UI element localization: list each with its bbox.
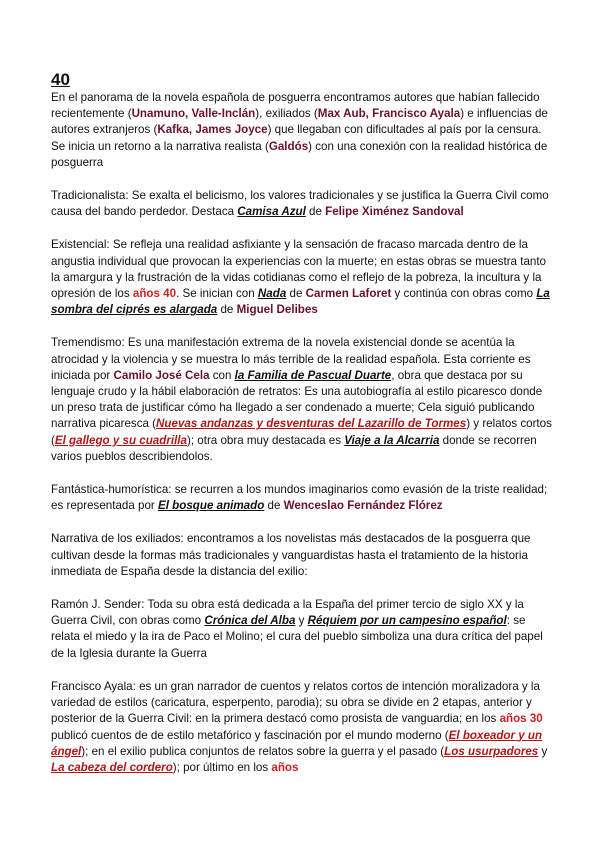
bold-term: conjuntos bbox=[189, 744, 240, 758]
bold-term: más destacados bbox=[339, 532, 425, 546]
text-run: de la bbox=[283, 336, 316, 350]
text-run: se recurren a los bbox=[171, 483, 265, 497]
bold-term: vidas cotidianas bbox=[223, 270, 306, 284]
bold-term: retorno bbox=[114, 139, 151, 153]
text-run: marcada dentro de la bbox=[415, 238, 528, 252]
text-run: de bbox=[239, 385, 259, 399]
text-run: Es una bbox=[124, 336, 168, 350]
text-run: la Guerra Civil como causa del bbox=[51, 189, 549, 219]
work-title: Viaje a la Alcarria bbox=[344, 433, 440, 447]
bold-term: narrativa realista bbox=[176, 139, 262, 153]
text-run: donde se acentúa la bbox=[406, 336, 515, 350]
bold-term: retratos bbox=[258, 385, 298, 399]
paragraph-ramon-j-sender bbox=[51, 597, 553, 662]
text-run: y la bbox=[112, 270, 138, 284]
text-run: publica bbox=[146, 744, 190, 758]
paragraph-tremendismo bbox=[51, 335, 553, 465]
text-run: , obra que destaca por su bbox=[391, 368, 523, 382]
text-run: ); por último en los bbox=[172, 760, 272, 774]
bold-term: opresión bbox=[51, 287, 96, 301]
bold-term: valores tradicionales bbox=[268, 189, 375, 203]
bold-term: variedad de estilos bbox=[51, 696, 148, 710]
bold-term: mundo moderno bbox=[357, 728, 442, 742]
text-run: ); su obra se divide en bbox=[315, 696, 433, 710]
text-run: donde se recorren varios bbox=[51, 433, 537, 463]
text-run: de relatos sobre la bbox=[239, 744, 342, 758]
work-title: Camisa Azul bbox=[237, 205, 306, 219]
bold-term: miedo bbox=[95, 630, 128, 644]
text-run: y la bbox=[127, 630, 152, 644]
text-run: donde un bbox=[51, 385, 543, 415]
bold-term: bando perdedor bbox=[103, 205, 186, 219]
bold-term: relatos cortos bbox=[482, 417, 552, 431]
author-name: Galdós bbox=[268, 139, 309, 153]
bold-term: Iglesia bbox=[79, 646, 113, 660]
bold-term: realidad española bbox=[345, 352, 438, 366]
bold-term: conexión bbox=[359, 139, 407, 153]
text-run: y la bbox=[520, 270, 542, 284]
paragraph-fantastica-humoristica bbox=[51, 482, 553, 514]
bold-term: justifica bbox=[401, 189, 441, 203]
bold-term: angustia individual bbox=[51, 254, 147, 268]
text-run: de la bbox=[191, 270, 224, 284]
bold-term: caricatura, esperpento, parodia bbox=[154, 696, 316, 710]
bold-term: dificultades bbox=[366, 123, 425, 137]
bold-term: violencia bbox=[123, 352, 169, 366]
bold-term: Guerra Civil bbox=[127, 712, 189, 726]
text-run: que provocan la bbox=[146, 254, 236, 268]
work-title: Nuevas andanzas y desventuras del Lazarillo de Tormes bbox=[156, 417, 467, 431]
author-name: Kafka, James Joyce bbox=[157, 123, 268, 137]
author-name: Felipe Ximénez Sandoval bbox=[325, 205, 464, 219]
bold-term: evasión bbox=[402, 483, 443, 497]
text-run: Toda su obra está dedicada a la bbox=[144, 598, 316, 612]
text-run: ( bbox=[261, 139, 269, 153]
text-run: de posguerra bbox=[51, 139, 548, 169]
bold-term: realidad histórica bbox=[443, 139, 532, 153]
text-run: de bbox=[264, 499, 284, 513]
text-run: : en la primera destacó como bbox=[188, 712, 342, 726]
text-run: ( bbox=[310, 107, 318, 121]
text-run: ; es representada por bbox=[51, 483, 548, 513]
paragraph-francisco-ayala bbox=[51, 679, 553, 776]
text-run: ) e influencias de autores bbox=[51, 107, 548, 137]
text-run: ( bbox=[147, 696, 155, 710]
text-run: ), bbox=[255, 107, 266, 121]
bold-term: guerra y el pasado bbox=[341, 744, 438, 758]
text-run: Se exalta el bbox=[128, 189, 196, 203]
text-run: y la bbox=[127, 385, 152, 399]
bold-term: historia inmediata de España bbox=[51, 548, 528, 578]
bold-term: ira bbox=[151, 630, 165, 644]
bold-term: justificar bbox=[141, 401, 185, 415]
bold-term: cura bbox=[278, 630, 302, 644]
bold-term: Francisco Ayala: bbox=[51, 679, 136, 693]
author-name: Carmen Laforet bbox=[305, 287, 392, 301]
bold-term: autobiografía bbox=[343, 385, 412, 399]
text-run: y la sensación de bbox=[281, 238, 378, 252]
bold-term: Narrativa de los exiliados: bbox=[51, 532, 184, 546]
text-run: a la bbox=[150, 139, 177, 153]
bold-term: Ramón J. Sender: bbox=[51, 598, 145, 612]
bold-term: lo más terrible bbox=[241, 352, 314, 366]
text-run: al estilo bbox=[411, 385, 458, 399]
paragraph-tradicionalista bbox=[51, 188, 553, 220]
bold-term: estilo metafórico bbox=[167, 728, 252, 742]
text-run: de la posguerra que cultivan desde la bbox=[51, 532, 531, 562]
text-run: . Se inicia un bbox=[51, 123, 542, 153]
bold-term: atrocidad bbox=[51, 352, 99, 366]
bold-term: exilio bbox=[119, 744, 147, 758]
text-run: desde la bbox=[159, 564, 211, 578]
text-run: y se bbox=[374, 189, 402, 203]
text-run: ; el bbox=[259, 630, 279, 644]
bold-term: Tradicionalista: bbox=[51, 189, 129, 203]
text-run: y bbox=[295, 614, 308, 628]
bold-term: cuentos y relatos cortos bbox=[260, 679, 383, 693]
bold-term: censura bbox=[497, 123, 539, 137]
text-run: del pueblo simboliza una bbox=[301, 630, 436, 644]
bold-term: experiencias bbox=[235, 254, 301, 268]
work-title: la Familia de Pascual Duarte bbox=[234, 368, 392, 382]
text-run: con la bbox=[406, 139, 444, 153]
text-run: y fascinación por el bbox=[251, 728, 358, 742]
text-run: y la bbox=[518, 679, 540, 693]
bold-term: hábil elaboración bbox=[151, 385, 240, 399]
text-run: , los bbox=[243, 189, 269, 203]
text-run: ( bbox=[437, 744, 445, 758]
text-run: ) que llegaban con bbox=[267, 123, 367, 137]
text-run: de la bbox=[442, 483, 475, 497]
page-number: 40 bbox=[51, 70, 70, 89]
bold-term: Paco el Molino bbox=[183, 630, 260, 644]
text-run: ( bbox=[441, 728, 449, 742]
work-title: La sombra del ciprés es alargada bbox=[51, 287, 550, 317]
document-page bbox=[51, 70, 553, 793]
bold-term: belicismo bbox=[195, 189, 244, 203]
bold-term: formas más tradicionales y vanguardistas bbox=[140, 548, 354, 562]
bold-term: Existencial: bbox=[51, 238, 110, 252]
text-run: de bbox=[217, 303, 237, 317]
bold-term: lenguaje crudo bbox=[51, 385, 128, 399]
bold-term: exiliados bbox=[265, 107, 311, 121]
work-title: El gallego y su cuadrilla bbox=[54, 433, 187, 447]
text-run: ) y bbox=[466, 417, 483, 431]
text-run: ); otra obra muy destacada es bbox=[186, 433, 345, 447]
text-run: . Destaca bbox=[185, 205, 238, 219]
bold-term: incultura bbox=[476, 270, 521, 284]
decade-highlight: años 40 bbox=[132, 287, 177, 301]
bold-term: mundos imaginarios bbox=[264, 483, 369, 497]
paragraph-narrativa-exiliados bbox=[51, 531, 553, 580]
text-run: durante la bbox=[112, 646, 171, 660]
text-run: al país por la bbox=[424, 123, 498, 137]
bold-term: primer tercio de siglo XX bbox=[376, 598, 503, 612]
text-run: ; en estas obras se muestra tanto la bbox=[51, 254, 547, 284]
author-name: Max Aub, Francisco Ayala bbox=[317, 107, 461, 121]
work-title: Crónica del Alba bbox=[204, 614, 296, 628]
text-run: de bbox=[382, 679, 403, 693]
text-run: como el reflejo de la bbox=[305, 270, 416, 284]
bold-term: pobreza bbox=[415, 270, 458, 284]
bold-term: España bbox=[315, 598, 355, 612]
bold-term: Guerra bbox=[170, 646, 207, 660]
author-name: Wenceslao Fernández Flórez bbox=[283, 499, 443, 513]
decade-highlight: años 30 bbox=[499, 712, 543, 726]
bold-term: pueblos describiendolos. bbox=[85, 449, 213, 463]
bold-term: novela existencial bbox=[315, 336, 407, 350]
text-run: encontramos a los novelistas bbox=[183, 532, 340, 546]
bold-term: picaresco bbox=[457, 385, 507, 399]
bold-term: realidad asfixiante bbox=[187, 238, 282, 252]
bold-term: manifestación extrema bbox=[167, 336, 284, 350]
bold-term: preso bbox=[67, 401, 97, 415]
work-title: Los usurpadores bbox=[444, 744, 539, 758]
bold-term: fracaso bbox=[377, 238, 416, 252]
text-run: ( bbox=[150, 123, 158, 137]
bold-term: triste realidad bbox=[474, 483, 545, 497]
work-title: El bosque animado bbox=[158, 499, 265, 513]
text-run: es un gran narrador de bbox=[135, 679, 261, 693]
text-run: del papel de la bbox=[51, 630, 543, 660]
bold-term: extranjeros bbox=[92, 123, 151, 137]
text-run: ); en el bbox=[81, 744, 120, 758]
text-run: : se relata el bbox=[51, 614, 526, 644]
author-name: Camilo José Cela bbox=[113, 368, 210, 382]
text-run: : bbox=[304, 564, 308, 578]
bold-term: intención moralizadora bbox=[402, 679, 519, 693]
text-run: y la bbox=[502, 598, 524, 612]
work-title: La cabeza del cordero bbox=[51, 760, 173, 774]
work-title: Nada bbox=[257, 287, 287, 301]
bold-term: distancia del exilio bbox=[210, 564, 305, 578]
bold-term: 2 etapas bbox=[432, 696, 478, 710]
text-run: con bbox=[209, 368, 235, 382]
text-run: y se muestra bbox=[168, 352, 242, 366]
text-run: , la bbox=[457, 270, 477, 284]
text-run: ) con una bbox=[308, 139, 360, 153]
bold-term: Fantástica-humorística: bbox=[51, 483, 172, 497]
text-run: recientemente ( bbox=[51, 107, 132, 121]
text-run: hasta el tratamiento de la bbox=[353, 548, 491, 562]
bold-term: frustración bbox=[137, 270, 192, 284]
text-run: de bbox=[164, 630, 184, 644]
text-run: y la bbox=[98, 352, 124, 366]
paragraph-intro bbox=[51, 90, 553, 171]
text-run: trata de bbox=[96, 401, 142, 415]
text-run: : Es una bbox=[297, 385, 344, 399]
text-run: En el panorama de la novela española de posguerra encontramos autores que habían bbox=[51, 91, 498, 104]
text-run: de bbox=[286, 287, 306, 301]
bold-term: Tremendismo: bbox=[51, 336, 125, 350]
text-run: con la bbox=[300, 254, 338, 268]
text-run: publicó cuentos de de bbox=[51, 728, 168, 742]
paragraph-existencial bbox=[51, 237, 553, 318]
text-run: como bbox=[368, 483, 403, 497]
text-run: , anterior y posterior de la bbox=[51, 696, 532, 726]
text-run: de la bbox=[313, 352, 346, 366]
text-run: ; en los bbox=[458, 712, 500, 726]
bold-term: dura crítica bbox=[435, 630, 493, 644]
text-run: del bbox=[354, 598, 377, 612]
text-run: de los bbox=[95, 287, 133, 301]
work-title: Réquiem por un campesino español bbox=[307, 614, 507, 628]
text-run: de bbox=[305, 205, 326, 219]
text-run: y continúa con obras como bbox=[391, 287, 537, 301]
text-run: y bbox=[538, 744, 548, 758]
text-run: . Se inician con bbox=[176, 287, 258, 301]
bold-term: muerte bbox=[337, 254, 374, 268]
text-run: ( bbox=[51, 433, 55, 447]
text-run: , con obras como bbox=[112, 614, 205, 628]
author-name: Miguel Delibes bbox=[236, 303, 318, 317]
bold-term: narrativa picaresca bbox=[51, 417, 149, 431]
bold-term: fallecido bbox=[497, 91, 540, 104]
author-name: Unamuno, Valle-Inclán bbox=[131, 107, 256, 121]
work-title: El boxeador y un ángel bbox=[51, 728, 543, 758]
bold-term: prosista de vanguardia bbox=[341, 712, 459, 726]
decade-highlight: años bbox=[271, 760, 299, 774]
text-run: cómo ha llegado a ser condenado a muerte; Cela siguió publicando bbox=[184, 401, 535, 415]
bold-term: amargura bbox=[63, 270, 113, 284]
text-run: ( bbox=[148, 417, 157, 431]
text-run: . Esta corriente es iniciada por bbox=[51, 352, 531, 382]
bold-term: Guerra Civil bbox=[51, 614, 113, 628]
text-run: Se refleja una bbox=[109, 238, 188, 252]
